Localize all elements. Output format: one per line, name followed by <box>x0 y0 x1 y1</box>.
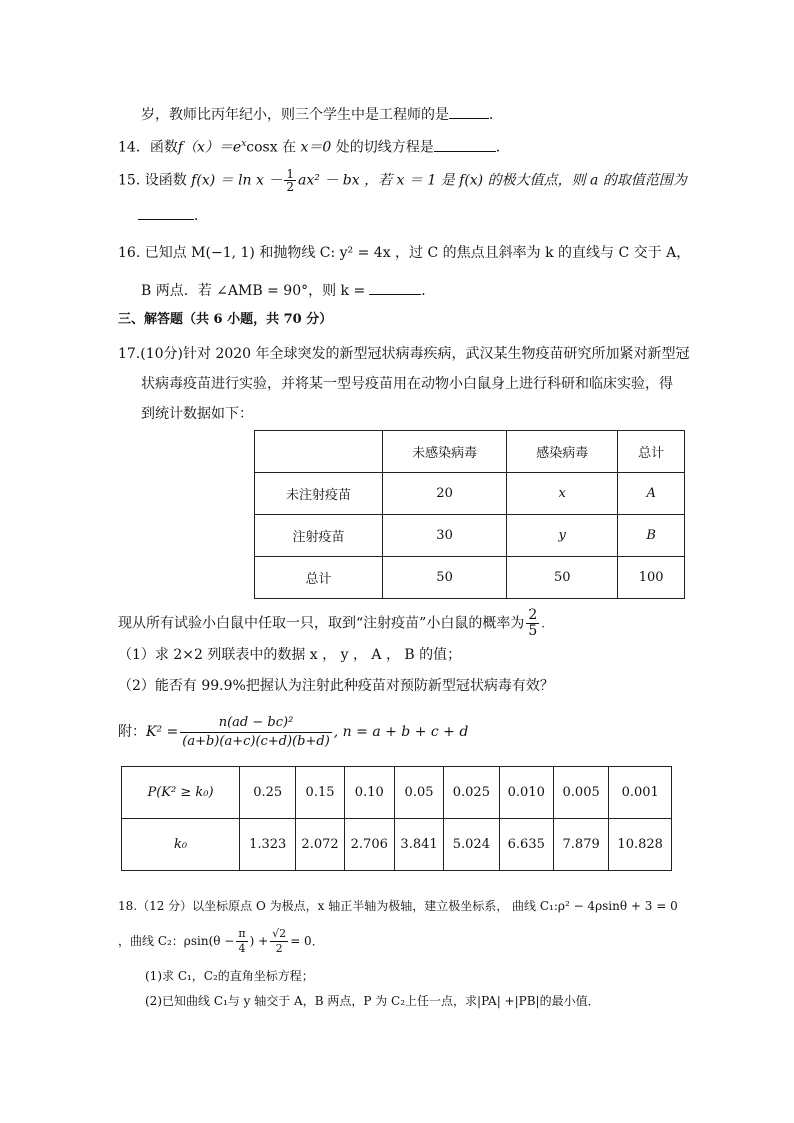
critical-value-table <box>121 766 672 871</box>
question-17-line1: 17.(10分)针对 2020 年全球突发的新型冠状病毒疾病，武汉某生物疫苗研究所加紧对新型冠 <box>118 346 690 362</box>
question-15: 15. 设函数 f(x) ＝ ln x － $\frac{1}{2}$ ax² － bx ，若 x ＝ 1 是 f(x) 的极大值点，则 a 的取值范围为 <box>118 167 687 194</box>
question-18-line2: ，曲线 C₂：ρsin(θ − $\frac{\pi}{4}$ ) + $\frac{√2}{2}$ = 0． <box>118 927 324 955</box>
probability-statement: 现从所有试验小白鼠中任取一只，取到“注射疫苗”小白鼠的概率为 $\frac{2}{5}$ . <box>118 607 546 639</box>
fraction: $\frac{√2}{2}$ <box>272 927 287 955</box>
contingency-table <box>254 430 685 599</box>
q13-tail: 岁，教师比丙年纪小，则三个学生中是工程师的是 ． <box>141 104 503 125</box>
fraction: $\frac{\text{n(ad − bc)²}}{(a+b)(a+c)(c+d)(b+d)}$ <box>182 714 330 749</box>
answer-blank <box>434 137 496 152</box>
question-17-part2: （2）能否有 99.9%把握认为注射此种疫苗对预防新型冠状病毒有效？ <box>118 678 554 694</box>
question-16-line2: B 两点．若 ∠AMB = 90°，则 k = ． <box>141 280 435 301</box>
question-14: 14．函数$f(x)=e^x\cos x$ 在 x＝0 处的切线方程是 ． <box>118 134 510 158</box>
question-18-part1: (1)求 C₁，C₂的直角坐标方程； <box>145 969 314 983</box>
fraction: $\frac{1}{2}$ <box>286 167 295 194</box>
question-18-part2: (2)已知曲线 C₁与 y 轴交于 A，B 两点，P 为 C₂上任一点，求|PA| +|PB|的最小值． <box>145 994 600 1008</box>
table-header-row: 未感染病毒 感染病毒 总计 <box>255 431 685 473</box>
question-17-line3: 到统计数据如下： <box>141 406 253 422</box>
fraction: $\frac{2}{5}$ <box>528 607 538 639</box>
question-15-blank: ． <box>138 205 208 226</box>
table-row: k₀ 1.323 2.072 2.706 3.841 5.024 6.635 7.879 10.828 <box>122 819 672 871</box>
table-row: 未注射疫苗 20 x A <box>255 473 685 515</box>
question-18-line1: 18.（12 分）以坐标原点 O 为极点，x 轴正半轴为极轴，建立极坐标系， 曲线 C₁:ρ² − 4ρsinθ + 3 = 0 <box>118 899 678 913</box>
question-16: 16. 已知点 M(−1, 1) 和抛物线 C: y² = 4x ，过 C 的焦点且斜率为 k 的直线与 C 交于 A， <box>118 245 691 261</box>
answer-blank <box>138 205 194 220</box>
table-row: 注射疫苗 30 y B <box>255 515 685 557</box>
question-17-line2: 状病毒疫苗进行实验，并将某一型号疫苗用在动物小白鼠身上进行科研和临床实验，得 <box>141 376 673 392</box>
section-heading: 三、解答题（共 6 小题，共 70 分） <box>118 312 333 327</box>
fraction: $\frac{\pi}{4}$ <box>238 927 246 955</box>
chi-square-formula: 附：K² = $\frac{\text{n(ad − bc)²}}{(a+b)(a+c)(c+d)(b+d)}$ , n = a + b + c + d <box>118 714 469 749</box>
answer-blank <box>449 104 489 119</box>
question-17-part1: （1）求 2×2 列联表中的数据 x ， y ， A ， B 的值； <box>118 647 462 663</box>
answer-blank <box>369 280 421 295</box>
table-row: 总计 50 50 100 <box>255 557 685 599</box>
table-row: P(K² ≥ k₀) 0.25 0.15 0.10 0.05 0.025 0.010 0.005 0.001 <box>122 767 672 819</box>
